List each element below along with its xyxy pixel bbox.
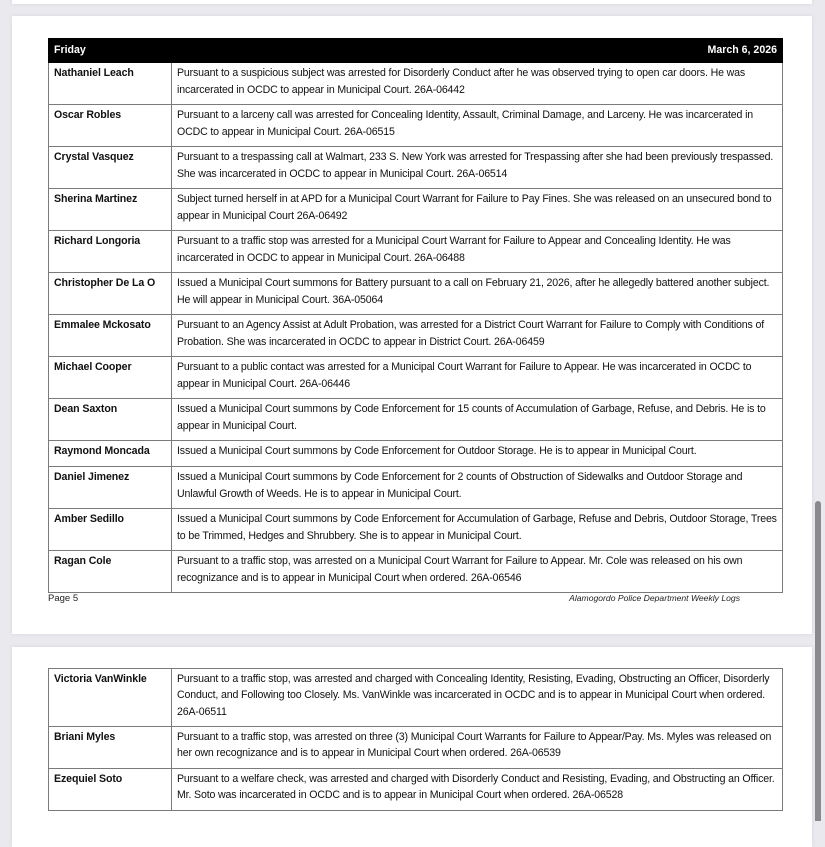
table-row	[49, 189, 783, 231]
subject-name: Ezequiel Soto	[49, 769, 172, 811]
table-row	[49, 441, 783, 467]
table-row	[49, 357, 783, 399]
subject-name: Sherina Martinez	[49, 189, 172, 231]
incident-description: Issued a Municipal Court summons by Code Enforcement for Outdoor Storage. He is to appear in Municipal Court.	[172, 441, 783, 467]
table-row	[49, 551, 783, 593]
page-number: Page 5	[48, 593, 79, 604]
table-row	[49, 315, 783, 357]
header-date: March 6, 2026	[172, 39, 783, 63]
incident-description: Issued a Municipal Court summons by Code Enforcement for 15 counts of Accumulation of Garbage, Refuse, and Debris. He is to appear in Municipal Court.	[172, 399, 783, 441]
table-row	[49, 63, 783, 105]
incident-description: Subject turned herself in at APD for a Municipal Court Warrant for Failure to Pay Fines. She was released on an unsecured bond to appear in Municipal Court 26A-06492	[172, 189, 783, 231]
subject-name: Ragan Cole	[49, 551, 172, 593]
document-footer-title: Alamogordo Police Department Weekly Logs	[569, 593, 740, 603]
previous-page-bottom	[12, 0, 812, 4]
scrollbar-thumb[interactable]	[815, 501, 821, 821]
subject-name: Briani Myles	[49, 727, 172, 769]
subject-name: Crystal Vasquez	[49, 147, 172, 189]
table-row	[49, 769, 783, 811]
incident-description: Pursuant to a public contact was arrested for a Municipal Court Warrant for Failure to Appear. He was incarcerated in OCDC to appear in Municipal Court. 26A-06446	[172, 357, 783, 399]
table-row	[49, 467, 783, 509]
incident-description: Issued a Municipal Court summons for Battery pursuant to a call on February 21, 2026, after he allegedly battered another subject. He will appear in Municipal Court. 36A-05064	[172, 273, 783, 315]
table-row	[49, 727, 783, 769]
table-row	[49, 105, 783, 147]
subject-name: Raymond Moncada	[49, 441, 172, 467]
weekly-log-table	[48, 668, 783, 811]
table-header-row	[49, 39, 783, 63]
subject-name: Michael Cooper	[49, 357, 172, 399]
weekly-log-table	[48, 38, 783, 593]
table-row	[49, 509, 783, 551]
incident-description: Pursuant to a traffic stop was arrested for a Municipal Court Warrant for Failure to Appear and Concealing Identity. He was incarcerated in OCDC to appear in Municipal Court. 26A-06488	[172, 231, 783, 273]
subject-name: Oscar Robles	[49, 105, 172, 147]
incident-description: Pursuant to a traffic stop, was arrested on a Municipal Court Warrant for Failure to Appear. Mr. Cole was released on his own recognizance and is to appear in Municipal Court when ordered. 26A-06546	[172, 551, 783, 593]
incident-description: Pursuant to a trespassing call at Walmart, 233 S. New York was arrested for Trespassing after she had been previously trespassed. She was incarcerated in OCDC to appear in Municipal Court. 26A-06514	[172, 147, 783, 189]
table-row	[49, 231, 783, 273]
subject-name: Dean Saxton	[49, 399, 172, 441]
document-page-6	[12, 647, 812, 847]
incident-description: Pursuant to a suspicious subject was arrested for Disorderly Conduct after he was observed trying to open car doors. He was incarcerated in OCDC to appear in Municipal Court. 26A-06442	[172, 63, 783, 105]
table-row	[49, 669, 783, 727]
document-page-5	[12, 16, 812, 634]
table-row	[49, 399, 783, 441]
header-day: Friday	[49, 39, 172, 63]
table-row	[49, 147, 783, 189]
subject-name: Emmalee Mckosato	[49, 315, 172, 357]
subject-name: Amber Sedillo	[49, 509, 172, 551]
incident-description: Issued a Municipal Court summons by Code Enforcement for 2 counts of Obstruction of Sidewalks and Outdoor Storage and Unlawful Growth of Weeds. He is to appear in Municipal Court.	[172, 467, 783, 509]
incident-description: Pursuant to a traffic stop, was arrested and charged with Concealing Identity, Resisting, Evading, Obstructing an Officer, Disorderly Conduct, and Following too Closely. Ms. VanWinkle was incarcerated in OCDC and is to appear in Municipal Court when ordered. 26A-06511	[172, 669, 783, 727]
vertical-scrollbar[interactable]	[811, 0, 825, 821]
table-row	[49, 273, 783, 315]
incident-description: Pursuant to a larceny call was arrested for Concealing Identity, Assault, Criminal Damage, and Larceny. He was incarcerated in OCDC to appear in Municipal Court. 26A-06515	[172, 105, 783, 147]
subject-name: Richard Longoria	[49, 231, 172, 273]
incident-description: Pursuant to a welfare check, was arrested and charged with Disorderly Conduct and Resisting, Evading, and Obstructing an Officer. Mr. Soto was incarcerated in OCDC and is to appear in Municipal Court when ordered. 26A-06528	[172, 769, 783, 811]
subject-name: Nathaniel Leach	[49, 63, 172, 105]
incident-description: Pursuant to an Agency Assist at Adult Probation, was arrested for a District Court Warrant for Failure to Comply with Conditions of Probation. She was incarcerated in OCDC to appear in District Court. 26A-06459	[172, 315, 783, 357]
subject-name: Daniel Jimenez	[49, 467, 172, 509]
incident-description: Issued a Municipal Court summons by Code Enforcement for Accumulation of Garbage, Refuse and Debris, Outdoor Storage, Trees to be Trimmed, Hedges and Shrubbery. She is to appear in Municipal Court.	[172, 509, 783, 551]
subject-name: Victoria VanWinkle	[49, 669, 172, 727]
incident-description: Pursuant to a traffic stop, was arrested on three (3) Municipal Court Warrants for Failure to Appear/Pay. Ms. Myles was released on her own recognizance and is to appear in Municipal Court when ordered. 26A-06539	[172, 727, 783, 769]
subject-name: Christopher De La O	[49, 273, 172, 315]
